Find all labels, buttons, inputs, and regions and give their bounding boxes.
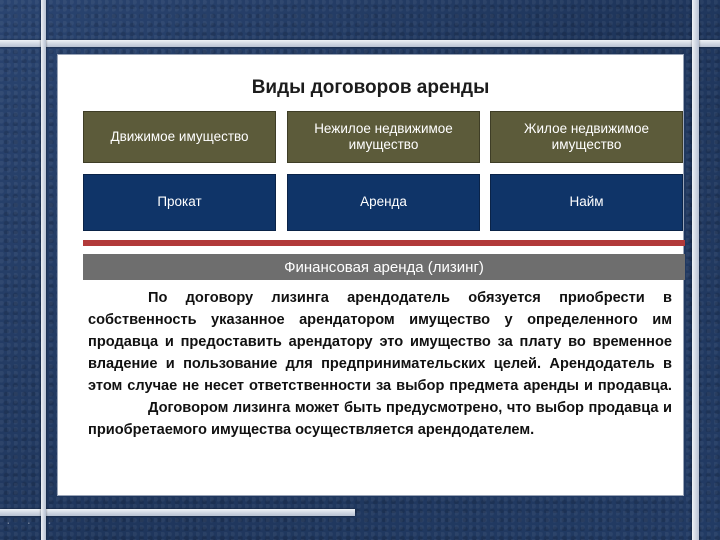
frame-bar-right [692, 0, 699, 540]
contract-arenda: Аренда [287, 174, 480, 231]
frame-bar-left [41, 0, 46, 540]
paragraph-1: По договору лизинга арендодатель обязуется приобрести в собственность указанное арендатором имущество у определенного им продавца и предоставить арендатору это имущество за плату во временное владение и пользование для предпринимательских целей. Арендодатель в этом случае не несет ответственности за выбор предмета аренды и продавца. [88, 290, 672, 394]
leasing-band: Финансовая аренда (лизинг) [83, 254, 685, 280]
slide-title: Виды договоров аренды [251, 77, 490, 98]
category-movable: Движимое имущество [83, 111, 276, 163]
red-divider [83, 240, 685, 246]
leasing-description [88, 287, 672, 441]
contract-prokat: Прокат [83, 174, 276, 231]
slide-content [57, 54, 684, 496]
frame-bar-top [0, 40, 720, 47]
paragraph-2: Договором лизинга может быть предусмотрено, что выбор продавца и приобретаемого имущества осуществляется арендодателем. [88, 400, 672, 438]
category-residential: Жилое недвижимое имущество [490, 111, 683, 163]
contract-naim: Найм [490, 174, 683, 231]
background-watermark: · · · [6, 514, 58, 530]
category-nonresidential: Нежилое недвижимое имущество [287, 111, 480, 163]
